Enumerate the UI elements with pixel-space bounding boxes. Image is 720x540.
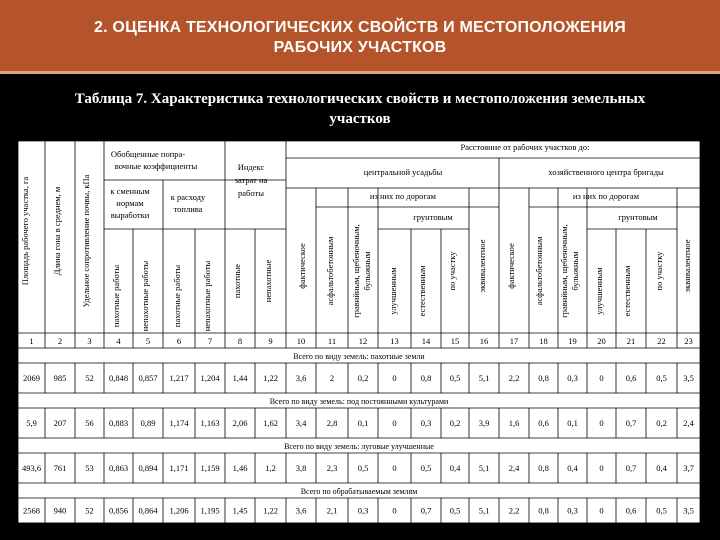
section-title: Всего по виду земель: под постоянными культурами	[269, 397, 449, 406]
header-index-line2: затрат на	[234, 175, 268, 185]
header-distance: Расстояние от рабочих участков до:	[460, 142, 590, 152]
column-number: 9	[268, 336, 273, 346]
table-cell: 53	[85, 463, 94, 473]
header-shift-line1: к сменным	[110, 186, 150, 196]
column-number: 11	[327, 336, 337, 346]
table-cell: 2568	[23, 505, 40, 516]
table-cell: 1,22	[263, 373, 278, 383]
table-cell: 3,5	[683, 505, 694, 516]
column-number: 2	[57, 336, 63, 346]
table-cell: 1,44	[232, 373, 248, 383]
table-cell: 0	[599, 505, 604, 516]
header-actual-brigade: фактическое	[506, 243, 516, 289]
table-cell: 0	[599, 373, 604, 383]
table-cell: 0,4	[656, 463, 667, 473]
header-dirt-central: грунтовым	[413, 212, 453, 222]
header-non-arable: непахотные	[263, 259, 273, 303]
table-caption-line2: участков	[329, 111, 391, 127]
table-cell: 0,1	[357, 418, 369, 428]
header-arable-work-2: пахотные работы	[172, 264, 182, 328]
header-actual-central: фактическое	[297, 243, 307, 289]
column-number: 4	[116, 336, 121, 346]
header-generalized-line1: Обобщенные попра-	[110, 149, 186, 159]
header-improved-central: улучшенным	[388, 267, 398, 315]
header-gravel-central-1: гравийным, щебеночным,	[351, 224, 361, 318]
header-shift-line3: выработки	[110, 210, 150, 220]
table-cell: 52	[85, 373, 94, 383]
table-cell: 1,22	[263, 505, 278, 516]
column-number: 3	[87, 336, 92, 346]
header-index-line1: Индекс	[237, 162, 265, 172]
table-cell: 2,1	[326, 505, 338, 516]
table-caption-line1: Таблица 7. Характеристика технологических свойств и местоположения земельных	[74, 91, 646, 107]
table-cell: 0,7	[420, 505, 432, 516]
table-cell: 761	[53, 463, 67, 473]
header-gravel-brigade-1: гравийным, щебеночным,	[559, 224, 569, 318]
table-cell: 0,3	[357, 505, 369, 516]
table-cell: 0,5	[656, 505, 667, 516]
header-fuel-line2: топлива	[173, 204, 203, 214]
table-cell: 1,174	[169, 418, 189, 428]
table-cell: 0,8	[538, 463, 549, 473]
table-cell: 0,1	[567, 418, 578, 428]
header-by-plot-central: по участку	[447, 251, 457, 291]
table-cell: 0,864	[138, 505, 158, 516]
header-natural-brigade: естественным	[622, 265, 632, 317]
section-title: Всего по виду земель: пахотные земли	[293, 352, 425, 361]
header-equivalent-brigade: эквивалентное	[682, 239, 692, 293]
header-asphalt-brigade: асфальтобетонным	[534, 236, 544, 306]
table-cell: 207	[53, 418, 67, 428]
data-table	[18, 141, 700, 523]
table-cell: 0,2	[656, 418, 667, 428]
slide-title	[0, 18, 720, 58]
column-number: 5	[145, 336, 151, 346]
header-arable: пахотные	[232, 263, 242, 299]
table-cell: 1,2	[265, 463, 276, 473]
table-cell: 0	[599, 463, 604, 473]
header-generalized-line2: вочные коэффициенты	[114, 161, 198, 171]
title-banner	[0, 0, 720, 74]
table-cell: 0,8	[538, 373, 549, 383]
table-cell: 1,46	[232, 463, 248, 473]
table-cell: 0,8	[420, 373, 432, 383]
table-cell: 985	[53, 373, 67, 383]
table-cell: 3,4	[295, 418, 307, 428]
column-number: 6	[176, 336, 182, 346]
table-cell: 3,6	[295, 373, 307, 383]
table-cell: 5,1	[478, 463, 490, 473]
column-number: 20	[597, 336, 606, 346]
header-gravel-central-2: булыжным	[362, 251, 372, 291]
column-number: 18	[539, 336, 548, 346]
header-index-line3: работы	[238, 188, 264, 198]
table-cell: 2	[329, 373, 335, 383]
header-dirt-brigade: грунтовым	[618, 212, 658, 222]
section-title: Всего по обрабатываемым землям	[300, 487, 418, 496]
table-cell: 1,6	[508, 418, 520, 428]
header-equivalent-central: эквивалентное	[477, 239, 487, 293]
header-shift-line2: нормам	[116, 198, 144, 208]
header-arable-work-1: пахотные работы	[111, 264, 121, 328]
slide-title-line2: РАБОЧИХ УЧАСТКОВ	[273, 39, 447, 56]
table-cell: 2,3	[326, 463, 338, 473]
column-number: 12	[358, 336, 368, 346]
table-cell: 0,883	[108, 418, 129, 428]
table-cell: 1,217	[169, 373, 189, 383]
header-length: Длина гона в среднем, м	[52, 186, 62, 276]
table-cell: 0,4	[567, 463, 578, 473]
table-cell: 0,3	[567, 373, 578, 383]
table-cell: 0,6	[538, 418, 549, 428]
table-cell: 0,856	[108, 505, 129, 516]
column-number: 23	[684, 336, 693, 346]
table-grid	[18, 141, 700, 523]
table-cell: 0,4	[449, 463, 461, 473]
column-number: 8	[237, 336, 243, 346]
column-number: 17	[509, 336, 519, 346]
header-non-arable-work-1: непахотные работы	[140, 260, 150, 332]
table-cell: 0,6	[625, 505, 637, 516]
table-cell: 0,5	[656, 373, 667, 383]
header-area: Площадь рабочего участка, га	[20, 176, 30, 286]
header-central: центральной усадьбы	[363, 167, 443, 177]
table-cell: 0,5	[449, 505, 461, 516]
column-number: 14	[421, 336, 431, 346]
table-cell: 0,863	[108, 463, 129, 473]
table-cell: 0,2	[449, 418, 461, 428]
table-caption	[14, 89, 706, 129]
table-cell: 493,6	[21, 463, 42, 473]
table-cell: 2,2	[508, 373, 520, 383]
table-cell: 940	[53, 505, 67, 516]
column-number: 16	[479, 336, 489, 346]
table-cell: 0,2	[357, 373, 369, 383]
table-cell: 0,7	[625, 463, 637, 473]
table-cell: 2,4	[508, 463, 520, 473]
table-cell: 1,195	[200, 505, 220, 516]
table-cell: 0	[392, 505, 397, 516]
section-title: Всего по виду земель: луговые улучшенные	[284, 442, 434, 451]
table-cell: 5,9	[26, 418, 37, 428]
table-cell: 0,848	[108, 373, 129, 383]
column-number: 21	[626, 336, 636, 346]
column-number: 22	[657, 336, 666, 346]
header-gravel-brigade-2: булыжным	[570, 251, 580, 291]
table-cell: 1,163	[200, 418, 220, 428]
table-cell: 0	[392, 373, 397, 383]
table-cell: 1,206	[169, 505, 189, 516]
column-number: 19	[568, 336, 577, 346]
table-cell: 2,2	[508, 505, 520, 516]
table-cell: 1,45	[232, 505, 248, 516]
table-cell: 2,4	[683, 418, 694, 428]
table-cell: 3,6	[295, 505, 307, 516]
table-cell: 0,6	[625, 373, 637, 383]
header-asphalt-central: асфальтобетонным	[325, 236, 335, 306]
table-cell: 0,89	[140, 418, 156, 428]
header-by-plot-brigade: по участку	[654, 251, 664, 291]
table-cell: 0,8	[538, 505, 549, 516]
table-cell: 3,8	[295, 463, 307, 473]
table-cell: 5,1	[478, 505, 490, 516]
table-cell: 0	[599, 418, 604, 428]
table-cell: 5,1	[478, 373, 490, 383]
table-cell: 0,5	[449, 373, 461, 383]
column-number: 7	[207, 336, 213, 346]
table-cell: 0	[392, 463, 397, 473]
table-cell: 1,204	[200, 373, 220, 383]
table-cell: 0,3	[420, 418, 432, 428]
table-cell: 0,5	[357, 463, 369, 473]
table-cell: 1,159	[200, 463, 220, 473]
header-of-them-central: из них по дорогам	[369, 191, 437, 201]
table-cell: 2069	[23, 373, 40, 383]
table-cell: 0,3	[567, 505, 578, 516]
header-improved-brigade: улучшенным	[594, 267, 604, 315]
table-cell: 1,171	[169, 463, 189, 473]
header-brigade: хозяйственного центра бригады	[548, 167, 664, 177]
table-cell: 0,894	[138, 463, 158, 473]
table-cell: 3,5	[683, 373, 694, 383]
table-cell: 3,9	[478, 418, 490, 428]
table-cell: 0,7	[625, 418, 637, 428]
column-number: 1	[29, 336, 34, 346]
table-cell: 0	[392, 418, 397, 428]
table-cell: 56	[85, 418, 94, 428]
slide-title-line1: 2. ОЦЕНКА ТЕХНОЛОГИЧЕСКИХ СВОЙСТВ И МЕСТОПОЛОЖЕНИЯ	[94, 19, 626, 36]
column-number: 10	[296, 336, 306, 346]
header-non-arable-work-2: непахотные работы	[202, 260, 212, 332]
header-natural-central: естественным	[417, 265, 427, 317]
header-of-them-brigade: из них по дорогам	[572, 191, 640, 201]
column-number: 13	[390, 336, 399, 346]
header-fuel-line1: к расходу	[170, 192, 206, 202]
table-cell: 1,62	[263, 418, 278, 428]
table-cell: 0,5	[420, 463, 432, 473]
table-cell: 0,857	[138, 373, 158, 383]
header-resistance: Удельное сопротивление почвы, кПа	[81, 174, 91, 308]
table-cell: 2,8	[326, 418, 338, 428]
column-number: 15	[450, 336, 460, 346]
table-cell: 2,06	[232, 418, 248, 428]
table-cell: 3,7	[683, 463, 694, 473]
table-cell: 52	[85, 505, 94, 516]
